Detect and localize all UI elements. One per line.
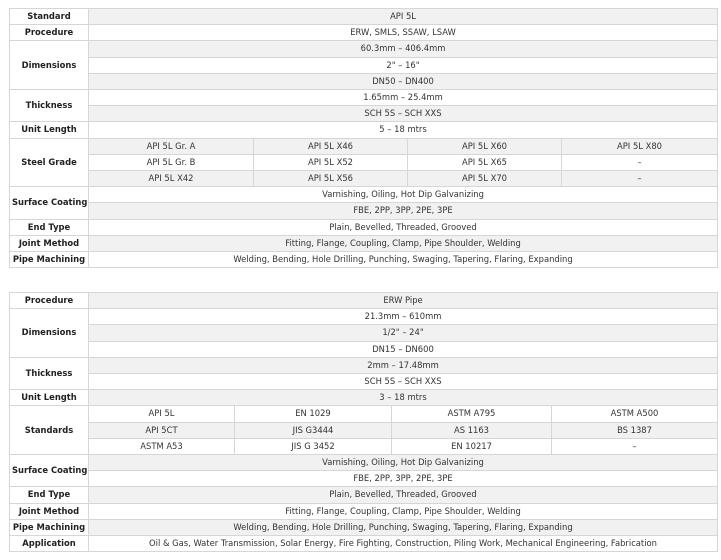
unit-length-value: 5 – 18 mtrs: [89, 122, 718, 138]
dimensions-row: [10, 41, 718, 57]
dimensions-dn: DN15 – DN600: [89, 341, 718, 357]
steel-grade-label: Steel Grade: [10, 138, 89, 187]
unit-length-value: 3 – 18 mtrs: [89, 390, 718, 406]
standards-cell: ASTM A795: [392, 406, 552, 422]
standards-cell: –: [552, 438, 718, 454]
surface-coating-row: [10, 203, 718, 219]
joint-method-row: [10, 235, 718, 251]
thickness-row: [10, 90, 718, 106]
end-type-label: End Type: [10, 487, 89, 503]
unit-length-label: Unit Length: [10, 122, 89, 138]
procedure-value: ERW Pipe: [89, 293, 718, 309]
joint-method-value: Fitting, Flange, Coupling, Clamp, Pipe Shoulder, Welding: [89, 235, 718, 251]
application-label: Application: [10, 536, 89, 552]
unit-length-row: [10, 390, 718, 406]
dimensions-mm: 21.3mm – 610mm: [89, 309, 718, 325]
standards-cell: ASTM A53: [89, 438, 235, 454]
thickness-sch: SCH 5S – SCH XXS: [89, 374, 718, 390]
standards-cell: JIS G3444: [235, 422, 392, 438]
standard-row: [10, 9, 718, 25]
steel-grade-cell: –: [562, 154, 718, 170]
standards-row: [10, 422, 718, 438]
end-type-value: Plain, Bevelled, Threaded, Grooved: [89, 487, 718, 503]
end-type-row: [10, 219, 718, 235]
standards-row: [10, 438, 718, 454]
steel-grade-cell: API 5L Gr. B: [89, 154, 254, 170]
surface-coating-row: [10, 187, 718, 203]
dimensions-row: [10, 341, 718, 357]
surface-coating-label: Surface Coating: [10, 187, 89, 219]
dimensions-label: Dimensions: [10, 309, 89, 358]
steel-grade-cell: API 5L Gr. A: [89, 138, 254, 154]
thickness-label: Thickness: [10, 357, 89, 389]
standards-row: [10, 406, 718, 422]
standards-cell: API 5CT: [89, 422, 235, 438]
dimensions-row: [10, 309, 718, 325]
dimensions-row: [10, 57, 718, 73]
procedure-label: Procedure: [10, 293, 89, 309]
thickness-label: Thickness: [10, 90, 89, 122]
steel-grade-cell: API 5L X65: [408, 154, 562, 170]
pipe-machining-value: Welding, Bending, Hole Drilling, Punching, Swaging, Tapering, Flaring, Expanding: [89, 519, 718, 535]
procedure-value: ERW, SMLS, SSAW, LSAW: [89, 25, 718, 41]
joint-method-label: Joint Method: [10, 235, 89, 251]
thickness-row: [10, 357, 718, 373]
application-row: [10, 536, 718, 552]
surface-coating-row: [10, 471, 718, 487]
end-type-label: End Type: [10, 219, 89, 235]
steel-grade-row: [10, 171, 718, 187]
pipe-machining-label: Pipe Machining: [10, 519, 89, 535]
steel-grade-cell: API 5L X52: [254, 154, 408, 170]
end-type-value: Plain, Bevelled, Threaded, Grooved: [89, 219, 718, 235]
joint-method-label: Joint Method: [10, 503, 89, 519]
steel-grade-row: [10, 154, 718, 170]
pipe-machining-label: Pipe Machining: [10, 252, 89, 268]
dimensions-inch: 1/2" – 24": [89, 325, 718, 341]
thickness-mm: 2mm – 17.48mm: [89, 357, 718, 373]
unit-length-label: Unit Length: [10, 390, 89, 406]
api-5l-spec-table: [9, 8, 718, 268]
surface-coating-value: Varnishing, Oiling, Hot Dip Galvanizing: [89, 455, 718, 471]
standards-cell: EN 10217: [392, 438, 552, 454]
steel-grade-cell: –: [562, 171, 718, 187]
dimensions-row: [10, 73, 718, 89]
dimensions-inch: 2" – 16": [89, 57, 718, 73]
surface-coating-value: FBE, 2PP, 3PP, 2PE, 3PE: [89, 203, 718, 219]
surface-coating-row: [10, 455, 718, 471]
thickness-mm: 1.65mm – 25.4mm: [89, 90, 718, 106]
dimensions-dn: DN50 – DN400: [89, 73, 718, 89]
steel-grade-cell: API 5L X60: [408, 138, 562, 154]
standards-cell: AS 1163: [392, 422, 552, 438]
steel-grade-row: [10, 138, 718, 154]
procedure-row: [10, 25, 718, 41]
erw-pipe-spec-table: [9, 292, 718, 552]
standard-value: API 5L: [89, 9, 718, 25]
steel-grade-cell: API 5L X70: [408, 171, 562, 187]
standards-cell: ASTM A500: [552, 406, 718, 422]
steel-grade-cell: API 5L X56: [254, 171, 408, 187]
surface-coating-value: Varnishing, Oiling, Hot Dip Galvanizing: [89, 187, 718, 203]
standards-cell: BS 1387: [552, 422, 718, 438]
application-value: Oil & Gas, Water Transmission, Solar Energy, Fire Fighting, Construction, Piling Work, Mechanical Engineering, Fabrication: [89, 536, 718, 552]
pipe-machining-row: [10, 519, 718, 535]
dimensions-mm: 60.3mm – 406.4mm: [89, 41, 718, 57]
standards-cell: JIS G 3452: [235, 438, 392, 454]
standards-cell: API 5L: [89, 406, 235, 422]
procedure-row: [10, 293, 718, 309]
pipe-machining-value: Welding, Bending, Hole Drilling, Punching, Swaging, Tapering, Flaring, Expanding: [89, 252, 718, 268]
steel-grade-cell: API 5L X42: [89, 171, 254, 187]
dimensions-row: [10, 325, 718, 341]
joint-method-value: Fitting, Flange, Coupling, Clamp, Pipe Shoulder, Welding: [89, 503, 718, 519]
dimensions-label: Dimensions: [10, 41, 89, 90]
thickness-row: [10, 374, 718, 390]
steel-grade-cell: API 5L X80: [562, 138, 718, 154]
standards-label: Standards: [10, 406, 89, 455]
end-type-row: [10, 487, 718, 503]
joint-method-row: [10, 503, 718, 519]
pipe-machining-row: [10, 252, 718, 268]
standards-cell: EN 1029: [235, 406, 392, 422]
surface-coating-value: FBE, 2PP, 3PP, 2PE, 3PE: [89, 471, 718, 487]
procedure-label: Procedure: [10, 25, 89, 41]
unit-length-row: [10, 122, 718, 138]
steel-grade-cell: API 5L X46: [254, 138, 408, 154]
surface-coating-label: Surface Coating: [10, 455, 89, 487]
thickness-sch: SCH 5S – SCH XXS: [89, 106, 718, 122]
thickness-row: [10, 106, 718, 122]
standard-label: Standard: [10, 9, 89, 25]
